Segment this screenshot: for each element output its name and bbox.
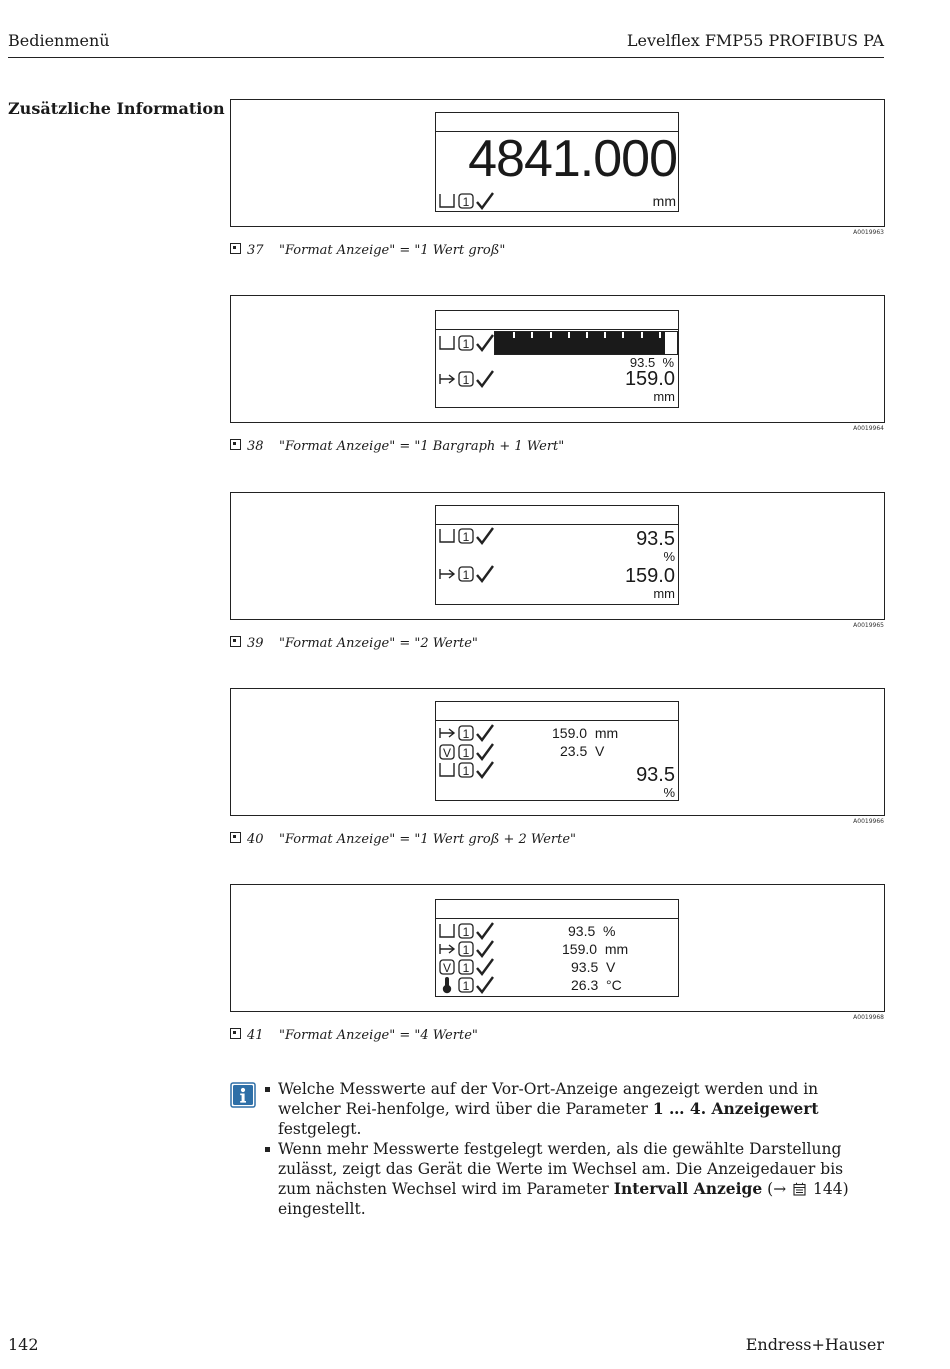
bargraph-label: 93.5 %	[629, 355, 674, 370]
info-icon	[230, 1082, 256, 1108]
unit-1: %	[663, 549, 675, 564]
display-2-values	[435, 505, 679, 605]
figure-caption: 40 "Format Anzeige" = "1 Wert groß + 2 Werte"	[230, 832, 576, 847]
parameter-name: Intervall Anzeige	[613, 1179, 763, 1198]
value-1: 93.5	[636, 528, 675, 550]
svg-text:1: 1	[462, 568, 470, 582]
footer-brand: Endress+Hauser	[745, 1335, 884, 1354]
big-value: 93.5	[636, 764, 675, 786]
figure-caption: 41 "Format Anzeige" = "4 Werte"	[230, 1028, 478, 1043]
row-2: 159.0 mm	[562, 941, 629, 957]
level-icon	[438, 333, 496, 353]
bargraph-tick	[568, 332, 570, 338]
level-icon	[438, 526, 496, 546]
info-list	[265, 1079, 875, 1219]
svg-text:1: 1	[462, 530, 470, 544]
display-4-values	[435, 899, 679, 997]
parameter-name: 1 … 4. Anzeigewert	[652, 1099, 819, 1118]
voltage-icon	[438, 957, 496, 977]
figure-caption: 37 "Format Anzeige" = "1 Wert groß"	[230, 243, 505, 258]
bargraph-ticks	[495, 332, 677, 338]
figure-icon	[230, 243, 241, 254]
figure-caption: 38 "Format Anzeige" = "1 Bargraph + 1 Wert"	[230, 439, 564, 454]
unit: mm	[653, 389, 675, 404]
row-1: 93.5 %	[568, 923, 616, 939]
page-number: 142	[8, 1335, 39, 1354]
svg-text:1: 1	[462, 925, 470, 939]
figure-ref: A0019964	[853, 425, 884, 432]
bargraph-tick	[550, 332, 552, 338]
bargraph-tick	[531, 332, 533, 338]
figure-41-frame	[230, 884, 885, 1012]
display-1-large-2-values	[435, 701, 679, 801]
row-3: 93.5 V	[571, 959, 616, 975]
figure-39-frame	[230, 492, 885, 620]
header-rule	[8, 57, 884, 58]
bargraph-tick	[604, 332, 606, 338]
info-bullet-1: Welche Messwerte auf der Vor-Ort-Anzeige angezeigt werden und in welcher Rei-henfolge, wird über die Parameter 1 … 4. Anzeigewert festgelegt.	[265, 1079, 875, 1139]
svg-text:V: V	[442, 746, 452, 760]
svg-text:1: 1	[462, 195, 470, 209]
svg-text:1: 1	[462, 764, 470, 778]
page-reference-icon	[793, 1182, 806, 1196]
bargraph-tick	[641, 332, 643, 338]
svg-text:1: 1	[462, 943, 470, 957]
big-unit: mm	[652, 193, 676, 209]
svg-text:1: 1	[462, 961, 470, 975]
figure-ref: A0019963	[853, 229, 884, 236]
side-title: Zusätzliche Information	[8, 99, 225, 118]
row-1: 159.0 mm	[552, 725, 619, 741]
svg-text:1: 1	[462, 337, 470, 351]
voltage-icon	[438, 742, 496, 762]
row-4: 26.3 °C	[571, 977, 622, 993]
bargraph-tick	[622, 332, 624, 338]
info-bullet-2: Wenn mehr Messwerte festgelegt werden, als die gewählte Darstellung zulässt, zeigt das Gerät die Werte im Wechsel am. Die Anzeigedauer bis zum nächsten Wechsel wird im Parameter Intervall Anzeige (→ 144) eingestellt.	[265, 1139, 875, 1219]
distance-icon	[438, 939, 496, 959]
display-1-value-large	[435, 112, 679, 212]
big-unit: %	[663, 785, 675, 800]
thermometer-icon	[438, 975, 496, 995]
value: 159.0	[624, 368, 675, 390]
bargraph-tick	[659, 332, 661, 338]
svg-text:V: V	[442, 961, 452, 975]
svg-text:1: 1	[462, 373, 470, 387]
figure-ref: A0019965	[853, 622, 884, 629]
svg-text:1: 1	[462, 746, 470, 760]
unit-2: mm	[653, 586, 675, 601]
distance-icon	[438, 723, 496, 743]
figure-icon	[230, 439, 241, 450]
bargraph-tick	[586, 332, 588, 338]
distance-icon	[438, 564, 496, 584]
figure-38-frame	[230, 295, 885, 423]
figure-37-frame	[230, 99, 885, 227]
level-icon	[438, 921, 496, 941]
figure-ref: A0019968	[853, 1014, 884, 1021]
svg-text:1: 1	[462, 727, 470, 741]
svg-text:1: 1	[462, 979, 470, 993]
distance-icon	[438, 369, 496, 389]
level-icon	[438, 191, 496, 211]
display-bargraph	[435, 310, 679, 408]
figure-icon	[230, 636, 241, 647]
figure-ref: A0019966	[853, 818, 884, 825]
figure-icon	[230, 832, 241, 843]
figure-icon	[230, 1028, 241, 1039]
header-product: Levelflex FMP55 PROFIBUS PA	[626, 31, 884, 50]
header-section: Bedienmenü	[8, 31, 110, 50]
level-icon	[438, 760, 496, 780]
big-value: 4841.000	[468, 130, 677, 188]
figure-40-frame	[230, 688, 885, 816]
figure-caption: 39 "Format Anzeige" = "2 Werte"	[230, 636, 478, 651]
row-2: 23.5 V	[560, 743, 605, 759]
bargraph	[494, 331, 678, 355]
bargraph-tick	[513, 332, 515, 338]
value-2: 159.0	[624, 565, 675, 587]
